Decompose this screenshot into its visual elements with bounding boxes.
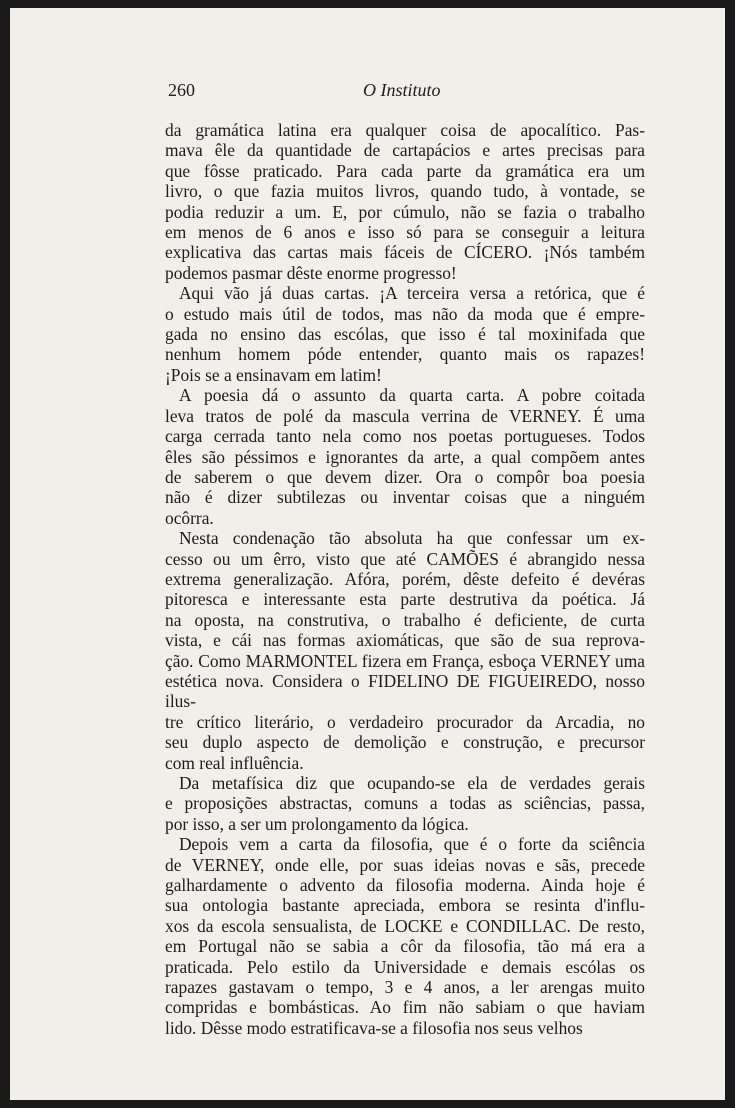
text-line: mava êle da quantidade de cartapácios e artes precisas para — [165, 140, 645, 161]
text-line: tre crítico literário, o verdadeiro procurador da Arcadia, no — [165, 711, 645, 732]
text-line: o estudo mais útil de todos, mas não da moda que é empre- — [165, 303, 645, 324]
text-line: livro, o que fazia muitos livros, quando tudo, à vontade, se — [165, 181, 645, 202]
text-line: ocôrra. — [165, 507, 214, 528]
paragraph — [165, 120, 645, 283]
text-line: compridas e bombásticas. Ao fim não sabiam o que haviam — [165, 997, 645, 1018]
text-line: Nesta condenação tão absoluta ha que confessar um ex- — [179, 528, 645, 549]
text-line: em menos de 6 anos e isso só para se conseguir a leitura — [165, 222, 645, 243]
text-line: cesso ou um êrro, visto que até CAMÕES é abrangido nessa — [165, 548, 645, 569]
text-line: ção. Como MARMONTEL fizera em França, esboça VERNEY uma — [165, 650, 645, 671]
text-line: rapazes gastavam o tempo, 3 e 4 anos, a ler arengas muito — [165, 977, 645, 998]
body-text — [165, 120, 645, 1038]
text-line: leva tratos de polé da mascula verrina de VERNEY. É uma — [165, 405, 645, 426]
text-line: podemos pasmar dêste enorme progresso! — [165, 262, 457, 283]
text-line: praticada. Pelo estilo da Universidade e demais escólas os — [165, 956, 645, 977]
text-line: A poesia dá o assunto da quarta carta. A pobre coitada — [179, 385, 645, 406]
text-line: em Portugal não se sabia a côr da filosofia, tão má era a — [165, 936, 645, 957]
text-line: por isso, a ser um prolongamento da lógica. — [165, 813, 469, 834]
text-line: lido. Dêsse modo estratificava-se a filosofia nos seus velhos — [165, 1017, 583, 1038]
text-line: galhardamente o advento da filosofia moderna. Ainda hoje é — [165, 875, 645, 896]
text-line: com real influência. — [165, 752, 304, 773]
text-line: nenhum homem póde entender, quanto mais os rapazes! — [165, 344, 645, 365]
text-line: seu duplo aspecto de demolição e construção, e precursor — [165, 732, 645, 753]
text-line: extrema generalização. Afóra, porém, dêste defeito é devéras — [165, 568, 645, 589]
text-line: não é dizer subtilezas ou inventar coisas que a ninguém — [165, 487, 645, 508]
text-line: sua ontologia bastante apreciada, embora se resinta d'influ- — [165, 895, 645, 916]
text-line: que fôsse praticado. Para cada parte da gramática era um — [165, 160, 645, 181]
running-title: O Instituto — [363, 80, 441, 100]
text-line: estética nova. Considera o FIDELINO DE FIGUEIREDO, nosso ilus- — [165, 670, 645, 712]
text-line: na oposta, na construtiva, o trabalho é deficiente, de curta — [165, 609, 645, 630]
text-line: explicativa das cartas mais fáceis de CÍCERO. ¡Nós também — [165, 242, 645, 263]
paragraph — [165, 773, 645, 834]
text-line: gada no ensino das escólas, que isso é tal moxinifada que — [165, 324, 645, 345]
page-number: 260 — [168, 80, 195, 100]
text-line: vista, e cái nas formas axiomáticas, que são de sua reprova- — [165, 630, 645, 651]
text-line: xos da escola sensualista, de LOCKE e CONDILLAC. De resto, — [165, 915, 645, 936]
text-line: êles são péssimos e ignorantes da arte, a qual compõem antes — [165, 446, 645, 467]
text-line: Depois vem a carta da filosofia, que é o forte da sciência — [179, 834, 645, 855]
text-line: Aqui vão já duas cartas. ¡A terceira versa a retórica, que é — [179, 283, 645, 304]
text-line: carga cerrada tanto nela como nos poetas portugueses. Todos — [165, 426, 645, 447]
text-line: pitoresca e interessante esta parte destrutiva da poética. Já — [165, 589, 645, 610]
text-line: e proposições abstractas, comuns a todas as sciências, passa, — [165, 793, 645, 814]
text-line: de saberem o que devem dizer. Ora o compôr boa poesia — [165, 466, 645, 487]
text-line: de VERNEY, onde elle, por suas ideias novas e sãs, precede — [165, 854, 645, 875]
paragraph — [165, 528, 645, 773]
text-line: Da metafísica diz que ocupando-se ela de verdades gerais — [179, 773, 645, 793]
paragraph — [165, 834, 645, 1038]
running-header — [168, 80, 625, 106]
text-line: da gramática latina era qualquer coisa de apocalítico. Pas- — [165, 120, 645, 140]
paragraph — [165, 385, 645, 528]
book-page — [10, 8, 725, 1100]
paragraph — [165, 283, 645, 385]
text-line: ¡Pois se a ensinavam em latim! — [165, 364, 382, 385]
text-line: podia reduzir a um. E, por cúmulo, não se fazia o trabalho — [165, 201, 645, 222]
